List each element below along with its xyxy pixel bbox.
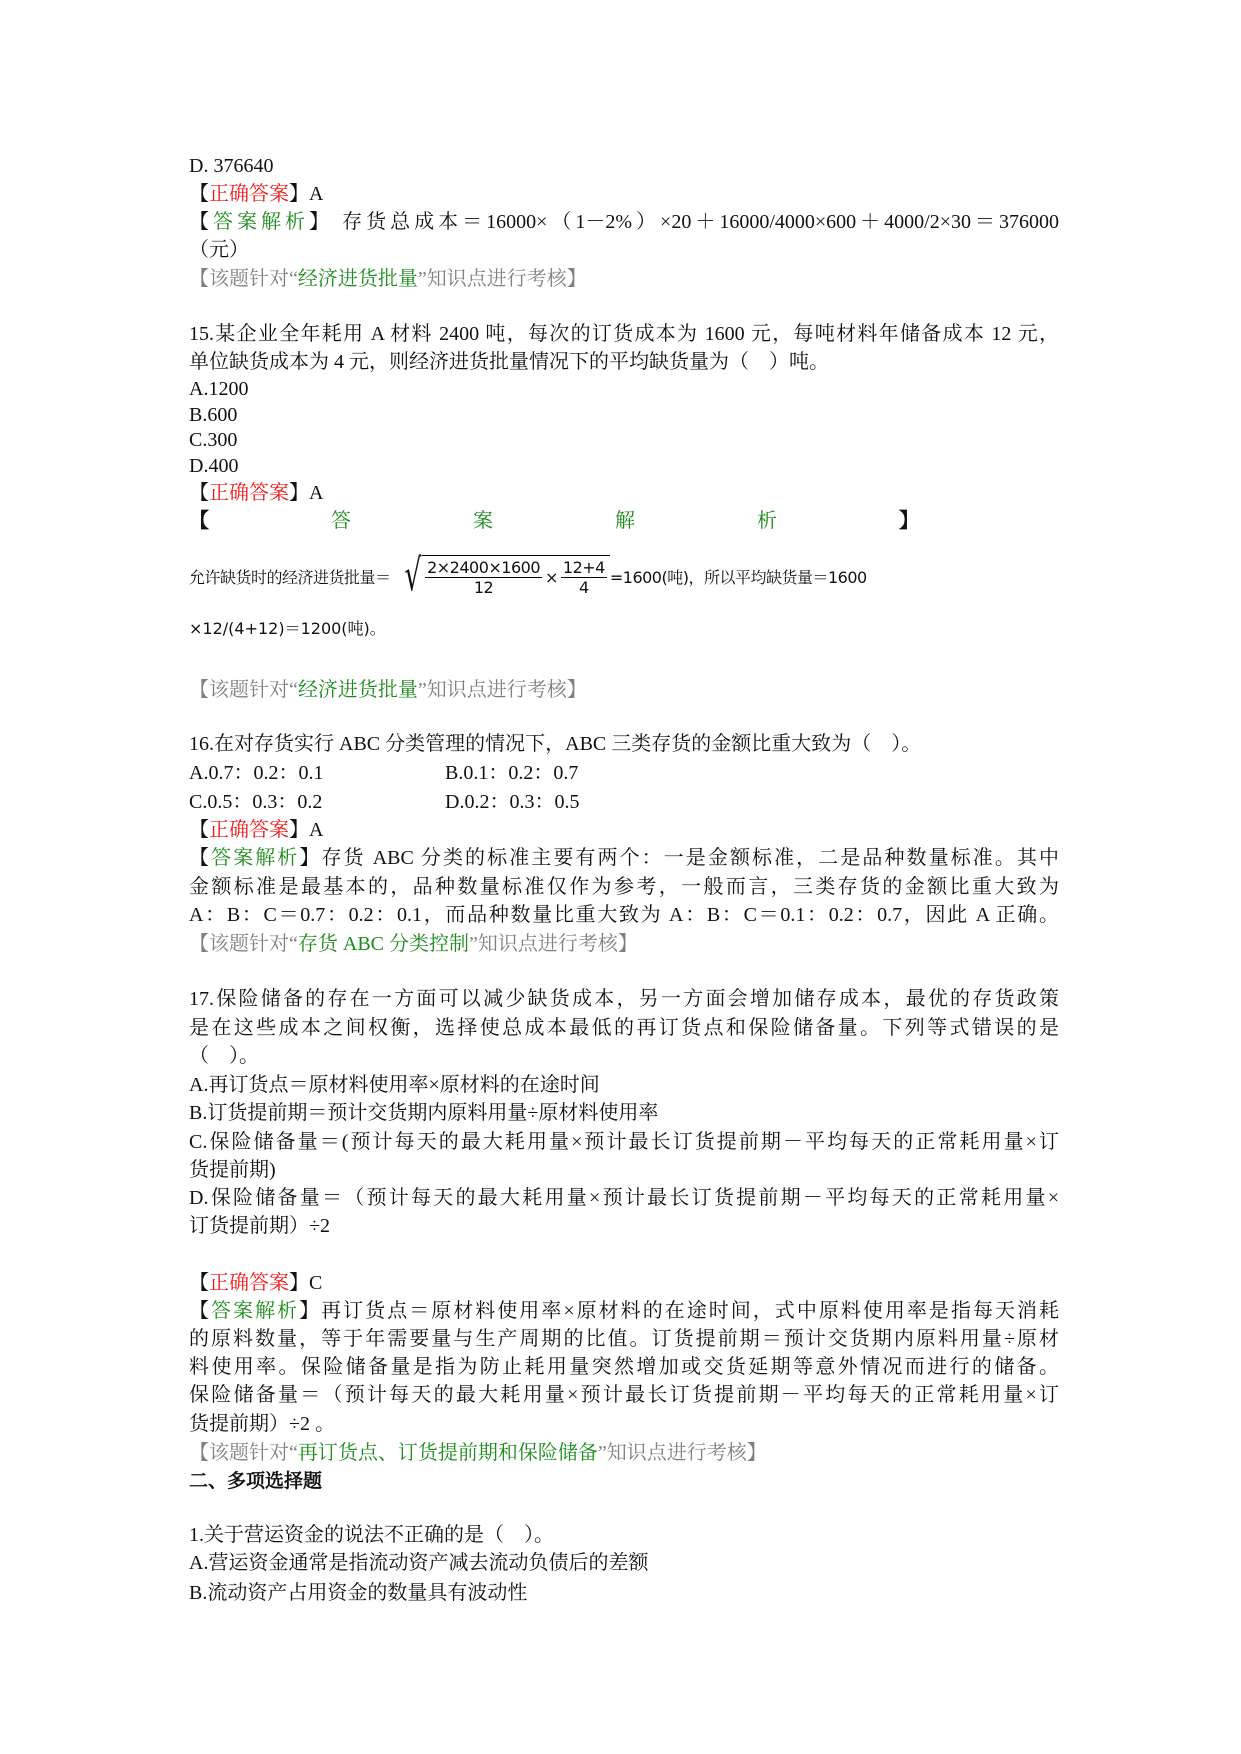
- question-stem: 是在这些成本之间权衡，选择使总成本最低的再订货点和保险储备量。下列等式错误的是: [189, 1017, 1059, 1039]
- correct-answer: 【正确答案】C: [189, 1272, 323, 1294]
- explanation-label-spread: 【 答 案 解 析 】: [189, 510, 919, 532]
- explanation-text: 保险储备量＝（预计每天的最大耗用量×预计最长订货提前期－平均每天的正常耗用量×订: [189, 1384, 1059, 1406]
- option: 订货提前期）÷2: [189, 1215, 330, 1237]
- knowledge-point: 【该题针对“经济进货批量”知识点进行考核】: [189, 268, 587, 290]
- option-d: D. 376640: [189, 155, 274, 177]
- section-heading: 二、多项选择题: [189, 1470, 323, 1492]
- explanation-text: 金额标准是最基本的，品种数量标准仅作为参考，一般而言，三类存货的金额比重大致为: [189, 876, 1059, 898]
- question-stem: 1.关于营运资金的说法不正确的是（ ）。: [189, 1524, 554, 1546]
- formula-lead: 允许缺货时的经济进货批量＝: [189, 567, 391, 587]
- explanation-text: 料使用率。保险储备量是指为防止耗用量突然增加或交货延期等意外情况而进行的储备。: [189, 1356, 1059, 1378]
- explanation-text: A：B：C＝0.7：0.2：0.1，而品种数量比重大致为 A：B：C＝0.1：0.2：0.7，因此 A 正确。: [189, 904, 1059, 926]
- formula: [189, 548, 867, 604]
- question-stem: 15.某企业全年耗用 A 材料 2400 吨，每次的订货成本为 1600 元，每吨材料年储备成本 12 元，: [189, 323, 1059, 345]
- explanation: 【答案解析】存货 ABC 分类的标准主要有两个：一是金额标准，二是品种数量标准。其中: [189, 847, 1060, 869]
- correct-answer: 【正确答案】A: [189, 819, 324, 841]
- option: A.营运资金通常是指流动资产减去流动负债后的差额: [189, 1552, 649, 1574]
- knowledge-point: 【该题针对“经济进货批量”知识点进行考核】: [189, 679, 587, 701]
- option: C.300: [189, 429, 238, 451]
- sqrt: √ $\frac{2\times 2400\times 1600}{12}$ × $\frac{12+4}{4}$: [399, 554, 610, 598]
- explanation-text: 货提前期）÷2 。: [189, 1413, 335, 1435]
- option: D.400: [189, 455, 239, 477]
- formula-line2: ×12/(4+12)＝1200(吨)。: [189, 619, 386, 638]
- answer-value: A: [309, 183, 324, 205]
- option: C.保险储备量＝(预计每天的最大耗用量×预计最长订货提前期－平均每天的正常耗用量×订: [189, 1131, 1059, 1153]
- option: B.流动资产占用资金的数量具有波动性: [189, 1582, 528, 1604]
- formula-tail: =1600(吨)，所以平均缺货量＝1600: [609, 567, 867, 587]
- question-stem: 单位缺货成本为 4 元，则经济进货批量情况下的平均缺货量为（ ）吨。: [189, 351, 829, 373]
- correct-answer: 【正确答案】A: [189, 482, 324, 504]
- explanation-text: 的原料数量，等于年需要量与生产周期的比值。订货提前期＝预计交货期内原料用量÷原材: [189, 1328, 1059, 1350]
- option: B.600: [189, 404, 238, 426]
- knowledge-point: 【该题针对“存货 ABC 分类控制”知识点进行考核】: [189, 933, 638, 955]
- option: B.订货提前期＝预计交货期内原料用量÷原材料使用率: [189, 1102, 659, 1124]
- knowledge-point: 【该题针对“再订货点、订货提前期和保险储备”知识点进行考核】: [189, 1442, 767, 1464]
- explanation-text: （元）: [189, 239, 249, 261]
- option-row: A.0.7：0.2：0.1 B.0.1：0.2：0.7: [189, 762, 579, 784]
- question-stem: （ ）。: [189, 1045, 259, 1067]
- option: 货提前期): [189, 1159, 276, 1181]
- correct-answer-label: 正确答案: [209, 183, 289, 205]
- explanation: 【答案解析】再订货点＝原材料使用率×原材料的在途时间，式中原料使用率是指每天消耗: [189, 1300, 1060, 1322]
- explanation: 【答案解析】 存货总成本＝16000×（1－2%）×20＋16000/4000×600＋4000/2×30＝376000: [189, 211, 1060, 233]
- option: A.1200: [189, 378, 249, 400]
- correct-answer: 【正确答案】A: [189, 183, 324, 205]
- explanation-text: 存货总成本＝16000×（1－2%）×20＋16000/4000×600＋4000/2×30＝376000: [342, 211, 1060, 233]
- question-stem: 17.保险储备的存在一方面可以减少缺货成本，另一方面会增加储存成本，最优的存货政策: [189, 988, 1059, 1010]
- explanation-label: 答案解析: [213, 211, 310, 233]
- option-row: C.0.5：0.3：0.2 D.0.2：0.3：0.5: [189, 791, 580, 813]
- option: A.再订货点＝原材料使用率×原材料的在途时间: [189, 1074, 600, 1096]
- question-stem: 16.在对存货实行 ABC 分类管理的情况下，ABC 三类存货的金额比重大致为（ ）。: [189, 733, 922, 755]
- option: D.保险储备量＝（预计每天的最大耗用量×预计最长订货提前期－平均每天的正常耗用量×: [189, 1187, 1059, 1209]
